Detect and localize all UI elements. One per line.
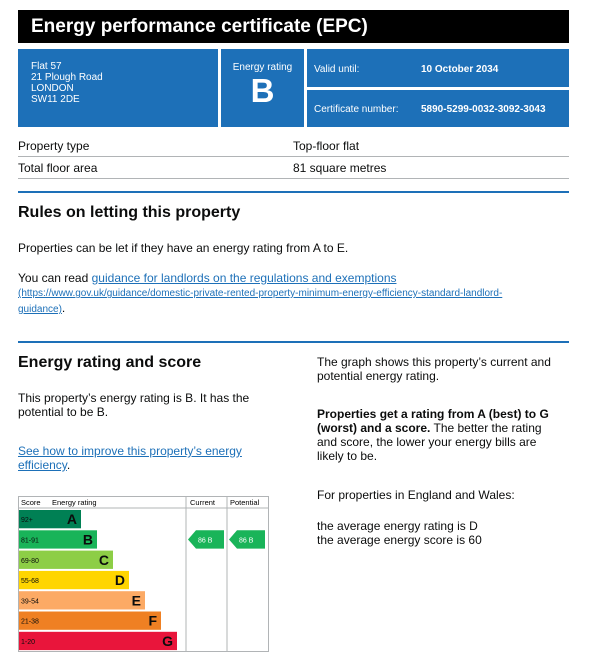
- band-range-label: 1-20: [21, 638, 36, 646]
- rating-explanation-bold: (worst) and a score.: [317, 421, 431, 435]
- chart-header-current: Current: [190, 498, 216, 507]
- improve-paragraph: [18, 444, 242, 472]
- property-address: [18, 49, 218, 127]
- rating-explanation-bold: Properties get a rating from A (best) to G: [317, 407, 549, 421]
- certificate-number-label: Certificate number:: [314, 104, 399, 115]
- band-letter-label: B: [82, 531, 93, 548]
- energy-rating-label: Energy rating: [232, 62, 293, 73]
- average-score-line: the average energy score is 60: [317, 533, 482, 547]
- rules-heading: Rules on letting this property: [18, 204, 241, 221]
- address-line: SW11 2DE: [31, 94, 80, 105]
- rating-explanation-text: likely to be.: [317, 449, 378, 463]
- valid-until-value: 10 October 2034: [421, 64, 499, 75]
- band-range-label: 92+: [21, 517, 33, 525]
- rules-guidance-paragraph: [18, 271, 502, 317]
- band-letter-label: D: [114, 572, 125, 589]
- chart-header-rating: Energy rating: [52, 498, 97, 507]
- england-wales-note: For properties in England and Wales:: [317, 488, 515, 502]
- energy-rating-letter: B: [250, 72, 275, 109]
- guidance-url-link[interactable]: (https://www.gov.uk/guidance/domestic-private-rented-property-minimum-energy-efficiency-standard-landlord-: [18, 288, 503, 299]
- floor-area-row: [18, 157, 569, 179]
- score-text-line: potential to be B.: [18, 405, 109, 419]
- band-bar-f: [19, 612, 161, 630]
- band-range-label: 55-68: [21, 578, 39, 586]
- improve-suffix: .: [66, 458, 71, 472]
- average-rating-line: the average energy rating is D: [317, 519, 478, 533]
- floor-area-label: Total floor area: [18, 161, 98, 175]
- band-letter-label: E: [131, 592, 141, 609]
- improve-link[interactable]: See how to improve this property’s energy: [18, 444, 242, 458]
- improve-link-end[interactable]: efficiency: [18, 458, 67, 472]
- valid-until-label: Valid until:: [314, 64, 360, 75]
- section-divider: [18, 191, 569, 193]
- rules-paragraph: Properties can be let if they have an energy rating from A to E.: [18, 241, 349, 255]
- band-letter-label: C: [98, 551, 109, 568]
- floor-area-value: 81 square metres: [293, 161, 387, 175]
- property-type-label: Property type: [18, 139, 90, 153]
- rating-explanation-text: and score, the lower your energy bills are: [317, 435, 537, 449]
- certificate-number-box: [307, 90, 569, 127]
- certificate-number-value: 5890-5299-0032-3092-3043: [421, 104, 546, 115]
- rating-explanation: [317, 407, 549, 463]
- guidance-suffix: .: [61, 301, 66, 315]
- guidance-prefix: You can read: [18, 271, 92, 285]
- rating-explanation-text: The better the rating: [430, 421, 542, 435]
- graph-explanation: [317, 355, 551, 383]
- potential-rating-arrow-label: 86 B: [239, 537, 254, 545]
- address-line: 21 Plough Road: [31, 72, 103, 83]
- chart-header-score: Score: [21, 498, 41, 507]
- energy-rating-box: [221, 49, 304, 127]
- average-rating-note: [317, 519, 482, 547]
- band-letter-label: F: [148, 612, 157, 629]
- band-range-label: 81-91: [21, 537, 39, 545]
- graph-text-line: The graph shows this property’s current and: [317, 355, 551, 369]
- property-type-row: [18, 135, 569, 157]
- score-text-line: This property’s energy rating is B. It has the: [18, 391, 250, 405]
- property-type-value: Top-floor flat: [293, 139, 360, 153]
- section-divider: [18, 341, 569, 343]
- band-letter-label: A: [66, 511, 77, 528]
- address-line: Flat 57: [31, 61, 62, 72]
- graph-text-line: potential energy rating.: [317, 369, 440, 383]
- band-range-label: 39-54: [21, 598, 39, 606]
- chart-header-potential: Potential: [230, 498, 260, 507]
- score-paragraph: [18, 391, 249, 419]
- address-line: LONDON: [31, 83, 74, 94]
- page-title: Energy performance certificate (EPC): [18, 10, 569, 43]
- guidance-url-link-end[interactable]: guidance): [18, 304, 62, 315]
- band-range-label: 21-38: [21, 618, 39, 626]
- current-rating-arrow-label: 86 B: [198, 537, 213, 545]
- valid-until-box: [307, 49, 569, 87]
- band-range-label: 69-80: [21, 557, 39, 565]
- band-letter-label: G: [162, 632, 173, 649]
- guidance-link[interactable]: guidance for landlords on the regulations and exemptions: [91, 271, 397, 285]
- energy-rating-chart: [18, 496, 270, 652]
- band-bar-g: [19, 632, 177, 650]
- score-heading: Energy rating and score: [18, 354, 202, 371]
